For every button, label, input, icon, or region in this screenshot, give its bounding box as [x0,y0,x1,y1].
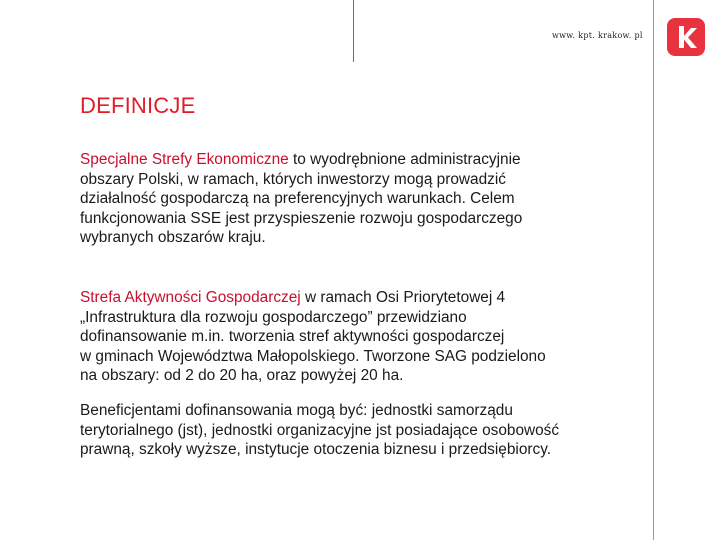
paragraph-line: wybranych obszarów kraju. [80,229,266,247]
kpt-logo-icon[interactable] [667,18,705,56]
paragraph-line [80,150,660,170]
paragraph-line: terytorialnego (jst), jednostki organizacyjne jst posiadające osobowość [80,421,560,439]
paragraph-line: na obszary: od 2 do 20 ha, oraz powyżej 20 ha. [80,367,404,385]
paragraph-line: funkcjonowania SSE jest przyspieszenie rozwoju gospodarczego [80,209,523,227]
paragraph-sag-definition [80,288,660,386]
paragraph-line [80,288,660,308]
term-sag: Strefa Aktywności Gospodarczej [80,289,301,306]
paragraph-line: „Infrastruktura dla rozwoju gospodarczego” przewidziano [80,308,467,326]
text-fragment: to wyodrębnione administracyjnie [288,151,521,168]
page-title: DEFINICJE [80,93,196,118]
paragraph-sse-definition [80,150,660,248]
paragraph-line: w gminach Województwa Małopolskiego. Tworzone SAG podzielono [80,347,546,365]
paragraph-line: prawną, szkoły wyższe, instytucje otoczenia biznesu i przedsiębiorcy. [80,441,552,459]
text-fragment: w ramach Osi Priorytetowej 4 [300,289,506,306]
top-divider-line [353,0,354,62]
paragraph-line: Beneficjentami dofinansowania mogą być: jednostki samorządu [80,402,513,419]
site-url[interactable]: www. kpt. krakow. pl [552,31,643,40]
term-sse: Specjalne Strefy Ekonomiczne [80,151,289,168]
paragraph-line: obszary Polski, w ramach, których inwestorzy mogą prowadzić [80,170,506,188]
paragraph-line: dofinansowanie m.in. tworzenia stref aktywności gospodarczej [80,328,505,346]
paragraph-line: działalność gospodarczą na preferencyjnych warunkach. Celem [80,190,515,208]
paragraph-beneficiaries [80,401,660,460]
